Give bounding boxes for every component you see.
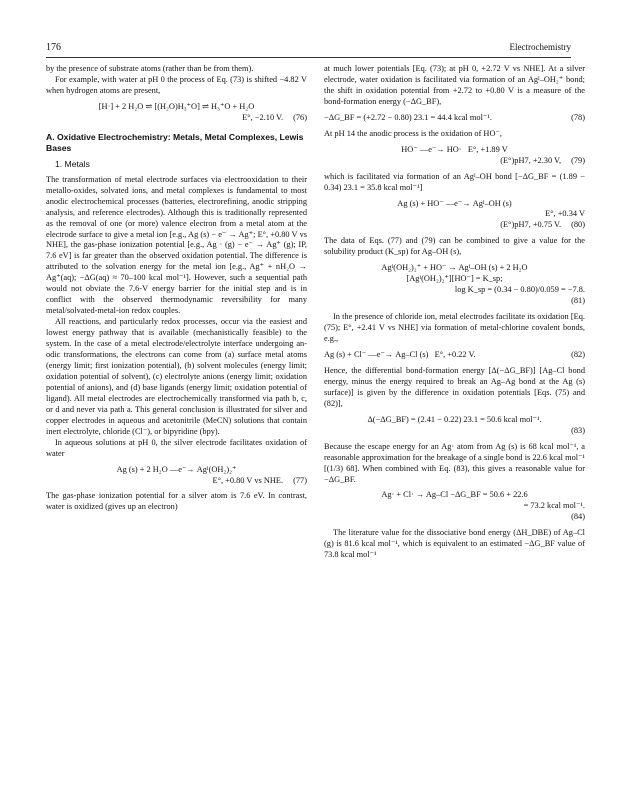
equation-79-condition: (E°)pH7, +2.30 V, (79) xyxy=(500,155,585,165)
paragraph: The data of Eqs. (77) and (79) can be combined to give a value for the solubility product (K_sp) for Ag–OH (s), xyxy=(324,236,585,257)
equation-76: [H·] + 2 H₂O ⇌ [(H₂O)H₃⁺O] ⇌ H₃⁺O + H₂O xyxy=(98,101,255,111)
paragraph: All reactions, and particularly redox processes, occur via the easiest and lowest energy pathway that is available (mechanistically feasible) to the system. In the case of a metal electrode/electrolyte interface undergoing an-odic transformations, the electrons can come from (a) surface metal atoms (energy limit; first ionization potential), (b) solvent molecules (energy limit; oxidation potential of solvent), (c) electrolyte anions (energy limit; oxidation potential of anions), and (d) base ligands (energy limit; oxidation potential of ligand). All metal electrodes are electrochemically transformed via path b, c, or d and never via path a. This general conclusion is illustrated for silver and copper electrodes in aqueous and acetonitrile (MeCN) solutions that contain inert electrolyte, chloride (Cl⁻), or bipyridine (bpy). xyxy=(46,317,307,436)
equation-80: Ag (s) + HO⁻ —e⁻→ Agᴵ–OH (s) xyxy=(397,198,512,208)
paragraph: by the presence of substrate atoms (rather than be from them). xyxy=(46,64,254,73)
paragraph: The gas-phase ionization potential for a silver atom is 7.6 eV. In contrast, water is oxidized (gives up an electron) xyxy=(46,491,307,512)
equation-81-line-1: Agᴵ(OH₂)₂⁺ + HO⁻ → Agᴵ–OH (s) + 2 H₂O xyxy=(381,263,528,273)
equation-81-number: (81) xyxy=(571,296,585,306)
equation-77: Ag (s) + 2 H₂O —e⁻→ Agᴵ(OH₂)₂⁺ xyxy=(116,464,237,474)
equation-83: Δ(−ΔG_BF) = (2.41 − 0.22) 23.1 = 50.6 kcal mol⁻¹. xyxy=(367,414,542,424)
equation-78: −ΔG_BF = (+2.72 − 0.80) 23.1 = 44.4 kcal mol⁻¹. (78) xyxy=(324,112,585,122)
paragraph: In the presence of chloride ion, metal electrodes facilitate its oxidation [Eq. (75); E°, +2.41 V vs NHE] via formation of metal-chlorine covalent bonds, e.g., xyxy=(324,312,585,344)
equation-84-number: (84) xyxy=(571,512,585,522)
equation-77-condition: E°, +0.80 V vs NHE. (77) xyxy=(212,475,307,485)
paragraph: at much lower potentials [Eq. (73); at pH 0, +2.72 V vs NHE]. At a silver electrode, water oxidation is facilitated via formation of an Agᴵ–OH₂⁺ bond; the shift in oxidation potential from +2.72 to +0.80 V is a measure of the bond-formation energy (−ΔG_BF), xyxy=(324,64,585,106)
paragraph: The literature value for the dissociative bond energy (ΔH_DBE) of Ag–Cl (g) is 81.6 kcal mol⁻¹, which is equivalent to an estimated −ΔG_BF value of 73.8 kcal mol⁻¹ xyxy=(324,528,585,560)
equation-81-line-3: log K_sp = (0.34 − 0.80)/0.059 = −7.8. xyxy=(454,285,585,295)
equation-76-condition: E°, −2.10 V. (76) xyxy=(242,112,307,122)
paragraph: At pH 14 the anodic process is the oxidation of HO⁻, xyxy=(324,128,502,138)
paragraph: which is facilitated via formation of an Agᴵ–OH bond [−ΔG_BF = (1.89 − 0.34) 23.1 = 35.8 kcal mol⁻¹] xyxy=(324,171,585,192)
equation-number: (76) xyxy=(293,112,307,122)
equation-81-line-2: [Agᴵ(OH₂)₂⁺][HO⁻] = K_sp; xyxy=(406,274,503,284)
section-heading: A. Oxidative Electrochemistry: Metals, Metal Complexes, Lewis Bases xyxy=(46,131,304,153)
page-header xyxy=(46,42,571,56)
equation-84-line-1: Ag· + Cl· → Ag–Cl −ΔG_BF = 50.6 + 22.6 xyxy=(381,490,528,500)
equation-number: (82) xyxy=(571,349,585,359)
equation-number: (77) xyxy=(293,475,307,485)
paragraph: Hence, the differential bond-formation energy [Δ(−ΔG_BF)] [Ag–Cl bond energy, minus the energy required to break an Ag–Ag bond at the Ag (s) surface)] is given by the difference in oxidation potentials [Eqs. (75) and (82)], xyxy=(324,365,585,408)
right-column xyxy=(324,64,585,561)
equation-84-line-2: = 73.2 kcal mol⁻¹. xyxy=(523,501,585,511)
equation-79: HO⁻ —e⁻→ HO· E°, +1.89 V xyxy=(401,144,508,154)
paragraph: Because the escape energy for an Ag· atom from Ag (s) is 68 kcal mol⁻¹, a reasonable approximation for the breakage of a single bond is 22.6 kcal mol⁻¹ [(1/3) 68]. When combined with Eq. (83), this gives a reasonable value for −ΔG_BF. xyxy=(324,441,585,484)
paragraph: For example, with water at pH 0 the process of Eq. (73) is shifted −4.82 V when hydrogen atoms are present, xyxy=(46,74,307,95)
left-column xyxy=(46,64,307,513)
equation-80-condition: E°, +0.34 V xyxy=(545,209,585,219)
paragraph: In aqueous solutions at pH 0, the silver electrode facilitates oxidation of water xyxy=(46,437,307,458)
header-rule xyxy=(46,57,571,58)
subsection-heading: 1. Metals xyxy=(55,158,90,169)
equation-number: (78) xyxy=(571,112,585,122)
equation-83-number: (83) xyxy=(571,425,585,435)
paragraph: The transformation of metal electrode surfaces via electrooxidation to their metallo-oxides, solvated ions, and metal complexes is fundamental to most anodic electrochemical processes (batteries, electrorefining, anodic stripping analysis, and reference electrodes). Although this is traditionally represented as the removal of one (or more) valence electron from a metal atom at the electrode surface to give a metal ion [e.g., Ag (s) − e⁻ → Ag⁺; E°, +0.80 V vs NHE], the gas-phase ionization potential [e.g., Ag · (g) − e⁻ → Ag⁺ (g); IP, 7.6 eV] is far greater than the observed oxidation potential. The difference is attributed to the solvation energy for the metal ion [e.g., Ag⁺ + nH₂O → Ag⁺(aq); −ΔG(aq) ≈ 70–100 kcal mol⁻¹]. However, such a sequential path would not obviate the 7.6-V energy barrier for the initial step and is in conflict with the observed thermodynamic reversibility for many metal/solvated-metal-ion redox couples. xyxy=(46,174,307,316)
equation-number: (79) xyxy=(571,155,585,165)
page-number: 176 xyxy=(46,42,61,53)
running-head: Electrochemistry xyxy=(509,42,571,52)
equation-82: Ag (s) + Cl⁻ —e⁻→ Ag–Cl (s) E°, +0.22 V. (82) xyxy=(324,349,585,359)
equation-number: (80) xyxy=(571,220,585,230)
equation-80-condition-ph7: (E°)pH7, +0.75 V. (80) xyxy=(500,220,585,230)
